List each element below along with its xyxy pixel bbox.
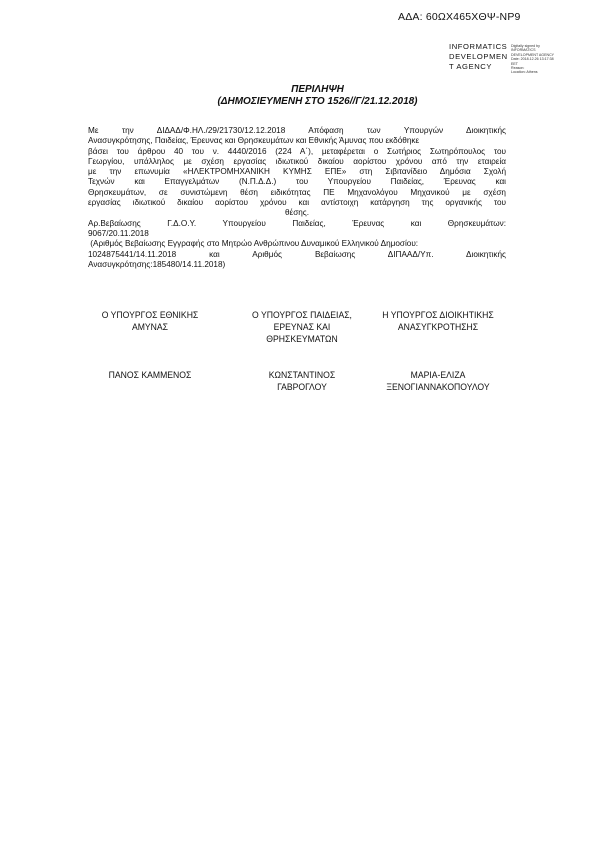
registry-line: (Αριθμός Βεβαίωσης Εγγραφής στο Μητρώο Ανθρώπινου Δυναμικού Ελληνικού Δημοσίου:: [88, 239, 419, 249]
role-line: Ο ΥΠΟΥΡΓΟΣ ΕΘΝΙΚΗΣ: [101, 310, 199, 321]
signatory-role-defence: [87, 310, 213, 334]
name-line: ΜΑΡΙΑ-ΕΛΙΖΑ: [410, 370, 466, 381]
paragraph-line: Γεωργίου, υπάλληλος με σχέση εργασίας ιδιωτικού δικαίου αορίστου χρόνου από την εταιρεία: [88, 156, 506, 166]
certificate-number: 9067/20.11.2018: [88, 228, 149, 238]
signature-stamp-line: EET: [511, 61, 518, 66]
document-title: [0, 84, 595, 108]
paragraph-line: με την επωνυμία «ΗΛΕΚΤΡΟΜΗΧΑΝΙΚΗ ΚΥΜΗΣ ΕΠΕ» στη Σιβιτανίδειο Δημόσια Σχολή: [88, 167, 506, 177]
signature-stamp-line: Digitally signed by: [511, 44, 540, 48]
role-line: ΕΡΕΥΝΑΣ ΚΑΙ: [273, 322, 331, 333]
registry-line: Ανασυγκρότησης:185480/14.11.2018): [88, 259, 226, 269]
signature-stamp-line: Reason:: [511, 66, 525, 71]
role-line: ΑΜΥΝΑΣ: [131, 322, 169, 333]
paragraph-line: Θρησκευμάτων, σε συνιστώμενη θέση ειδικότητας ΠΕ Μηχανολόγου Μηχανικού με σχέση: [88, 187, 506, 197]
title-line-1: ΠΕΡΙΛΗΨΗ: [291, 84, 344, 95]
paragraph-line: βάσει του άρθρου 40 του ν. 4440/2016 (224 Α΄), μεταφέρεται ο Σωτήριος Σωτηρόπουλος του: [88, 146, 506, 156]
registry-line: 1024875441/14.11.2018 και Αριθμός Βεβαίωσης ΔΙΠΑΑΔ/Υπ. Διοικητικής: [88, 249, 506, 259]
name-line: ΚΩΝΣΤΑΝΤΙΝΟΣ: [268, 370, 336, 381]
agency-name: [449, 42, 508, 72]
name-line: ΠΑΝΟΣ ΚΑΜΜΕΝΟΣ: [108, 370, 192, 381]
paragraph-line: Τεχνών και Επαγγελμάτων (Ν.Π.Δ.Δ.) του Υπουργείου Παιδείας, Έρευνας και: [88, 177, 506, 187]
signatory-role-education: [239, 310, 365, 346]
role-line: Ο ΥΠΟΥΡΓΟΣ ΠΑΙΔΕΙΑΣ,: [252, 310, 352, 321]
paragraph-last-line: θέσης.: [284, 208, 310, 218]
signature-stamp-line: Location: Athens: [511, 70, 538, 75]
title-line-2: (ΔΗΜΟΣΙΕΥΜΕΝΗ ΣΤΟ 1526//Γ/21.12.2018): [217, 96, 418, 107]
summary-body: [88, 126, 506, 270]
signatory-name-defence: [87, 370, 213, 382]
ada-code: ΑΔΑ: 60ΩΧ465ΧΘΨ-ΝΡ9: [398, 11, 521, 23]
agency-line: T AGENCY: [449, 62, 493, 71]
name-line: ΞΕΝΟΓΙΑΝΝΑΚΟΠΟΥΛΟΥ: [386, 382, 490, 393]
signatory-name-education: [239, 370, 365, 394]
signatory-name-administrative: [375, 370, 501, 394]
role-line: Η ΥΠΟΥΡΓΟΣ ΔΙΟΙΚΗΤΙΚΗΣ: [382, 310, 494, 321]
agency-line: INFORMATICS: [449, 42, 508, 51]
role-line: ΘΡΗΣΚΕΥΜΑΤΩΝ: [266, 334, 338, 345]
paragraph-line: Με την ΔΙΔΑΔ/Φ.ΗΛ./29/21730/12.12.2018 Απόφαση των Υπουργών Διοικητικής: [88, 126, 506, 135]
agency-line: DEVELOPMEN: [449, 52, 508, 61]
certificate-line: Αρ.Βεβαίωσης Γ.Δ.Ο.Υ. Υπουργείου Παιδείας, Έρευνας και Θρησκευμάτων:: [88, 218, 506, 228]
signature-stamp-line: Date: 2018.12.26 13:17:38: [511, 57, 554, 62]
digital-signature-stamp: [511, 44, 554, 75]
paragraph-line: εργασίας ιδιωτικού δικαίου αορίστου χρόνου και αντίστοιχη κατάργηση της οργανικής του: [88, 198, 506, 208]
signatory-role-administrative: [375, 310, 501, 334]
role-line: ΑΝΑΣΥΓΚΡΟΤΗΣΗΣ: [397, 322, 479, 333]
paragraph-line: Ανασυγκρότησης, Παιδείας, Έρευνας και Θρησκευμάτων και Εθνικής Άμυνας που εκδόθηκε: [88, 136, 420, 146]
signature-stamp-line: INFORMATICS: [511, 48, 536, 53]
signature-stamp-line: DEVELOPMENT AGENCY: [511, 52, 555, 57]
name-line: ΓΑΒΡΟΓΛΟΥ: [277, 382, 327, 393]
